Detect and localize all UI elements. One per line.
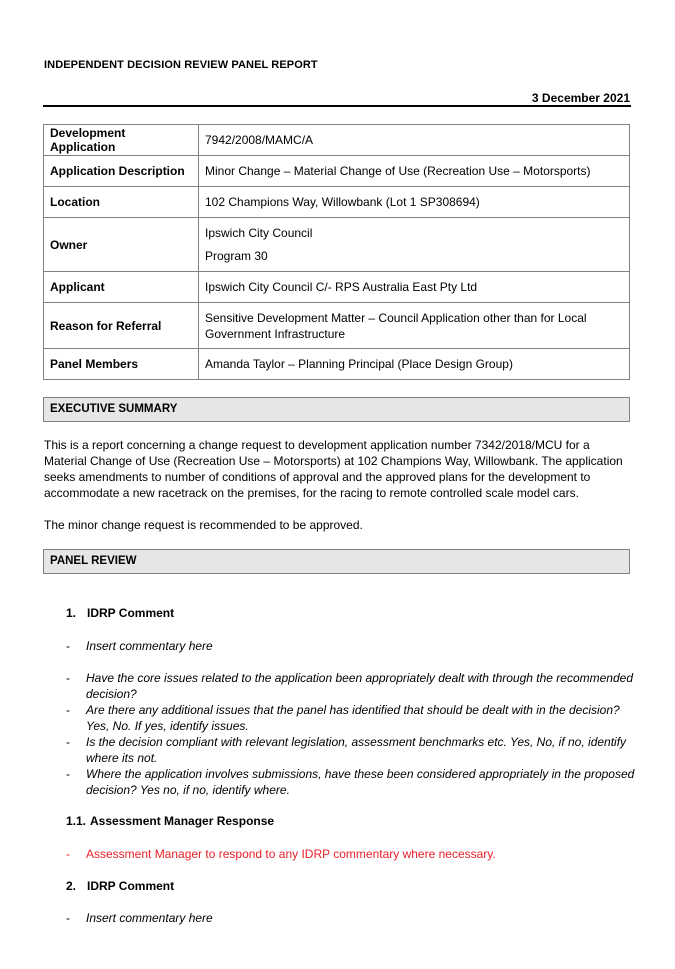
row-value: Ipswich City Council C/- RPS Australia East Pty Ltd (199, 272, 630, 303)
assessment-manager-response-text: Assessment Manager to respond to any IDRP commentary where necessary. (86, 847, 496, 861)
row-key: Applicant (44, 272, 199, 303)
row-value: Amanda Taylor – Planning Principal (Place Design Group) (199, 349, 630, 380)
report-title: INDEPENDENT DECISION REVIEW PANEL REPORT (44, 59, 318, 71)
executive-summary-paragraph: This is a report concerning a change request to development application number 7342/2018/MCU for a Material Change of Use (Recreation Use – Motorsports) at 102 Champions Way, Willowbank. The application seeks amendments to number of conditions of approval and the approved plans for the development to accommodate a new racetrack on the premises, for the racing to remote controlled scale model cars. (44, 438, 623, 500)
list-item-text: Is the decision compliant with relevant legislation, assessment benchmarks etc. Yes, No, if no, identify where its not. (86, 735, 627, 765)
dash-bullet: - (66, 847, 70, 861)
row-value (199, 218, 630, 272)
row-value: Sensitive Development Matter – Council Application other than for Local Government Infrastructure (199, 303, 630, 349)
list-item (66, 638, 636, 654)
list-item-text: Have the core issues related to the application been appropriately dealt with through the recommended decision? (86, 671, 634, 701)
row-value: 7942/2008/MAMC/A (199, 125, 630, 156)
header-rule (43, 105, 631, 107)
list-item (66, 846, 636, 862)
row-key: Location (44, 187, 199, 218)
row-key: Development Application (44, 125, 199, 156)
dash-bullet: - (66, 703, 70, 717)
section-1-heading (66, 606, 174, 620)
section-1-1-heading (66, 814, 274, 828)
row-key: Reason for Referral (44, 303, 199, 349)
row-key: Owner (44, 218, 199, 272)
section-2-heading (66, 879, 174, 893)
section-number: 2. (66, 879, 77, 893)
table-row (44, 187, 630, 218)
section-title: IDRP Comment (87, 879, 175, 893)
list-item-text: Insert commentary here (86, 911, 213, 925)
list-item-text: Where the application involves submissions, have these been considered appropriately in the proposed decision? Yes no, if no, identify where. (86, 767, 635, 797)
list-item-text: Insert commentary here (86, 639, 213, 653)
dash-bullet: - (66, 671, 70, 685)
row-key: Panel Members (44, 349, 199, 380)
table-row (44, 218, 630, 272)
dash-bullet: - (66, 735, 70, 749)
table-row (44, 303, 630, 349)
dash-bullet: - (66, 639, 70, 653)
section-title: Assessment Manager Response (90, 814, 275, 828)
table-row (44, 125, 630, 156)
owner-line: Program 30 (205, 249, 268, 263)
report-date: 3 December 2021 (531, 91, 630, 105)
row-value: 102 Champions Way, Willowbank (Lot 1 SP308694) (199, 187, 630, 218)
list-item-text: Are there any additional issues that the panel has identified that should be dealt with in the decision? Yes, No. If yes, identify issues. (86, 703, 620, 733)
owner-line: Ipswich City Council (205, 226, 313, 240)
table-row (44, 156, 630, 187)
dash-bullet: - (66, 767, 70, 781)
list-item (66, 766, 636, 798)
section-number: 1.1. (66, 814, 87, 828)
dash-bullet: - (66, 911, 70, 925)
section-number: 1. (66, 606, 77, 620)
list-item (66, 702, 636, 734)
list-item (66, 734, 636, 766)
executive-summary-heading: EXECUTIVE SUMMARY (43, 397, 630, 422)
row-value: Minor Change – Material Change of Use (Recreation Use – Motorsports) (199, 156, 630, 187)
row-key: Application Description (44, 156, 199, 187)
list-item (66, 670, 636, 702)
panel-review-heading: PANEL REVIEW (43, 549, 630, 574)
section-title: IDRP Comment (87, 606, 175, 620)
table-row (44, 349, 630, 380)
list-item (66, 910, 636, 926)
recommendation-paragraph: The minor change request is recommended to be approved. (44, 518, 363, 532)
table-row (44, 272, 630, 303)
application-info-table (43, 124, 630, 380)
